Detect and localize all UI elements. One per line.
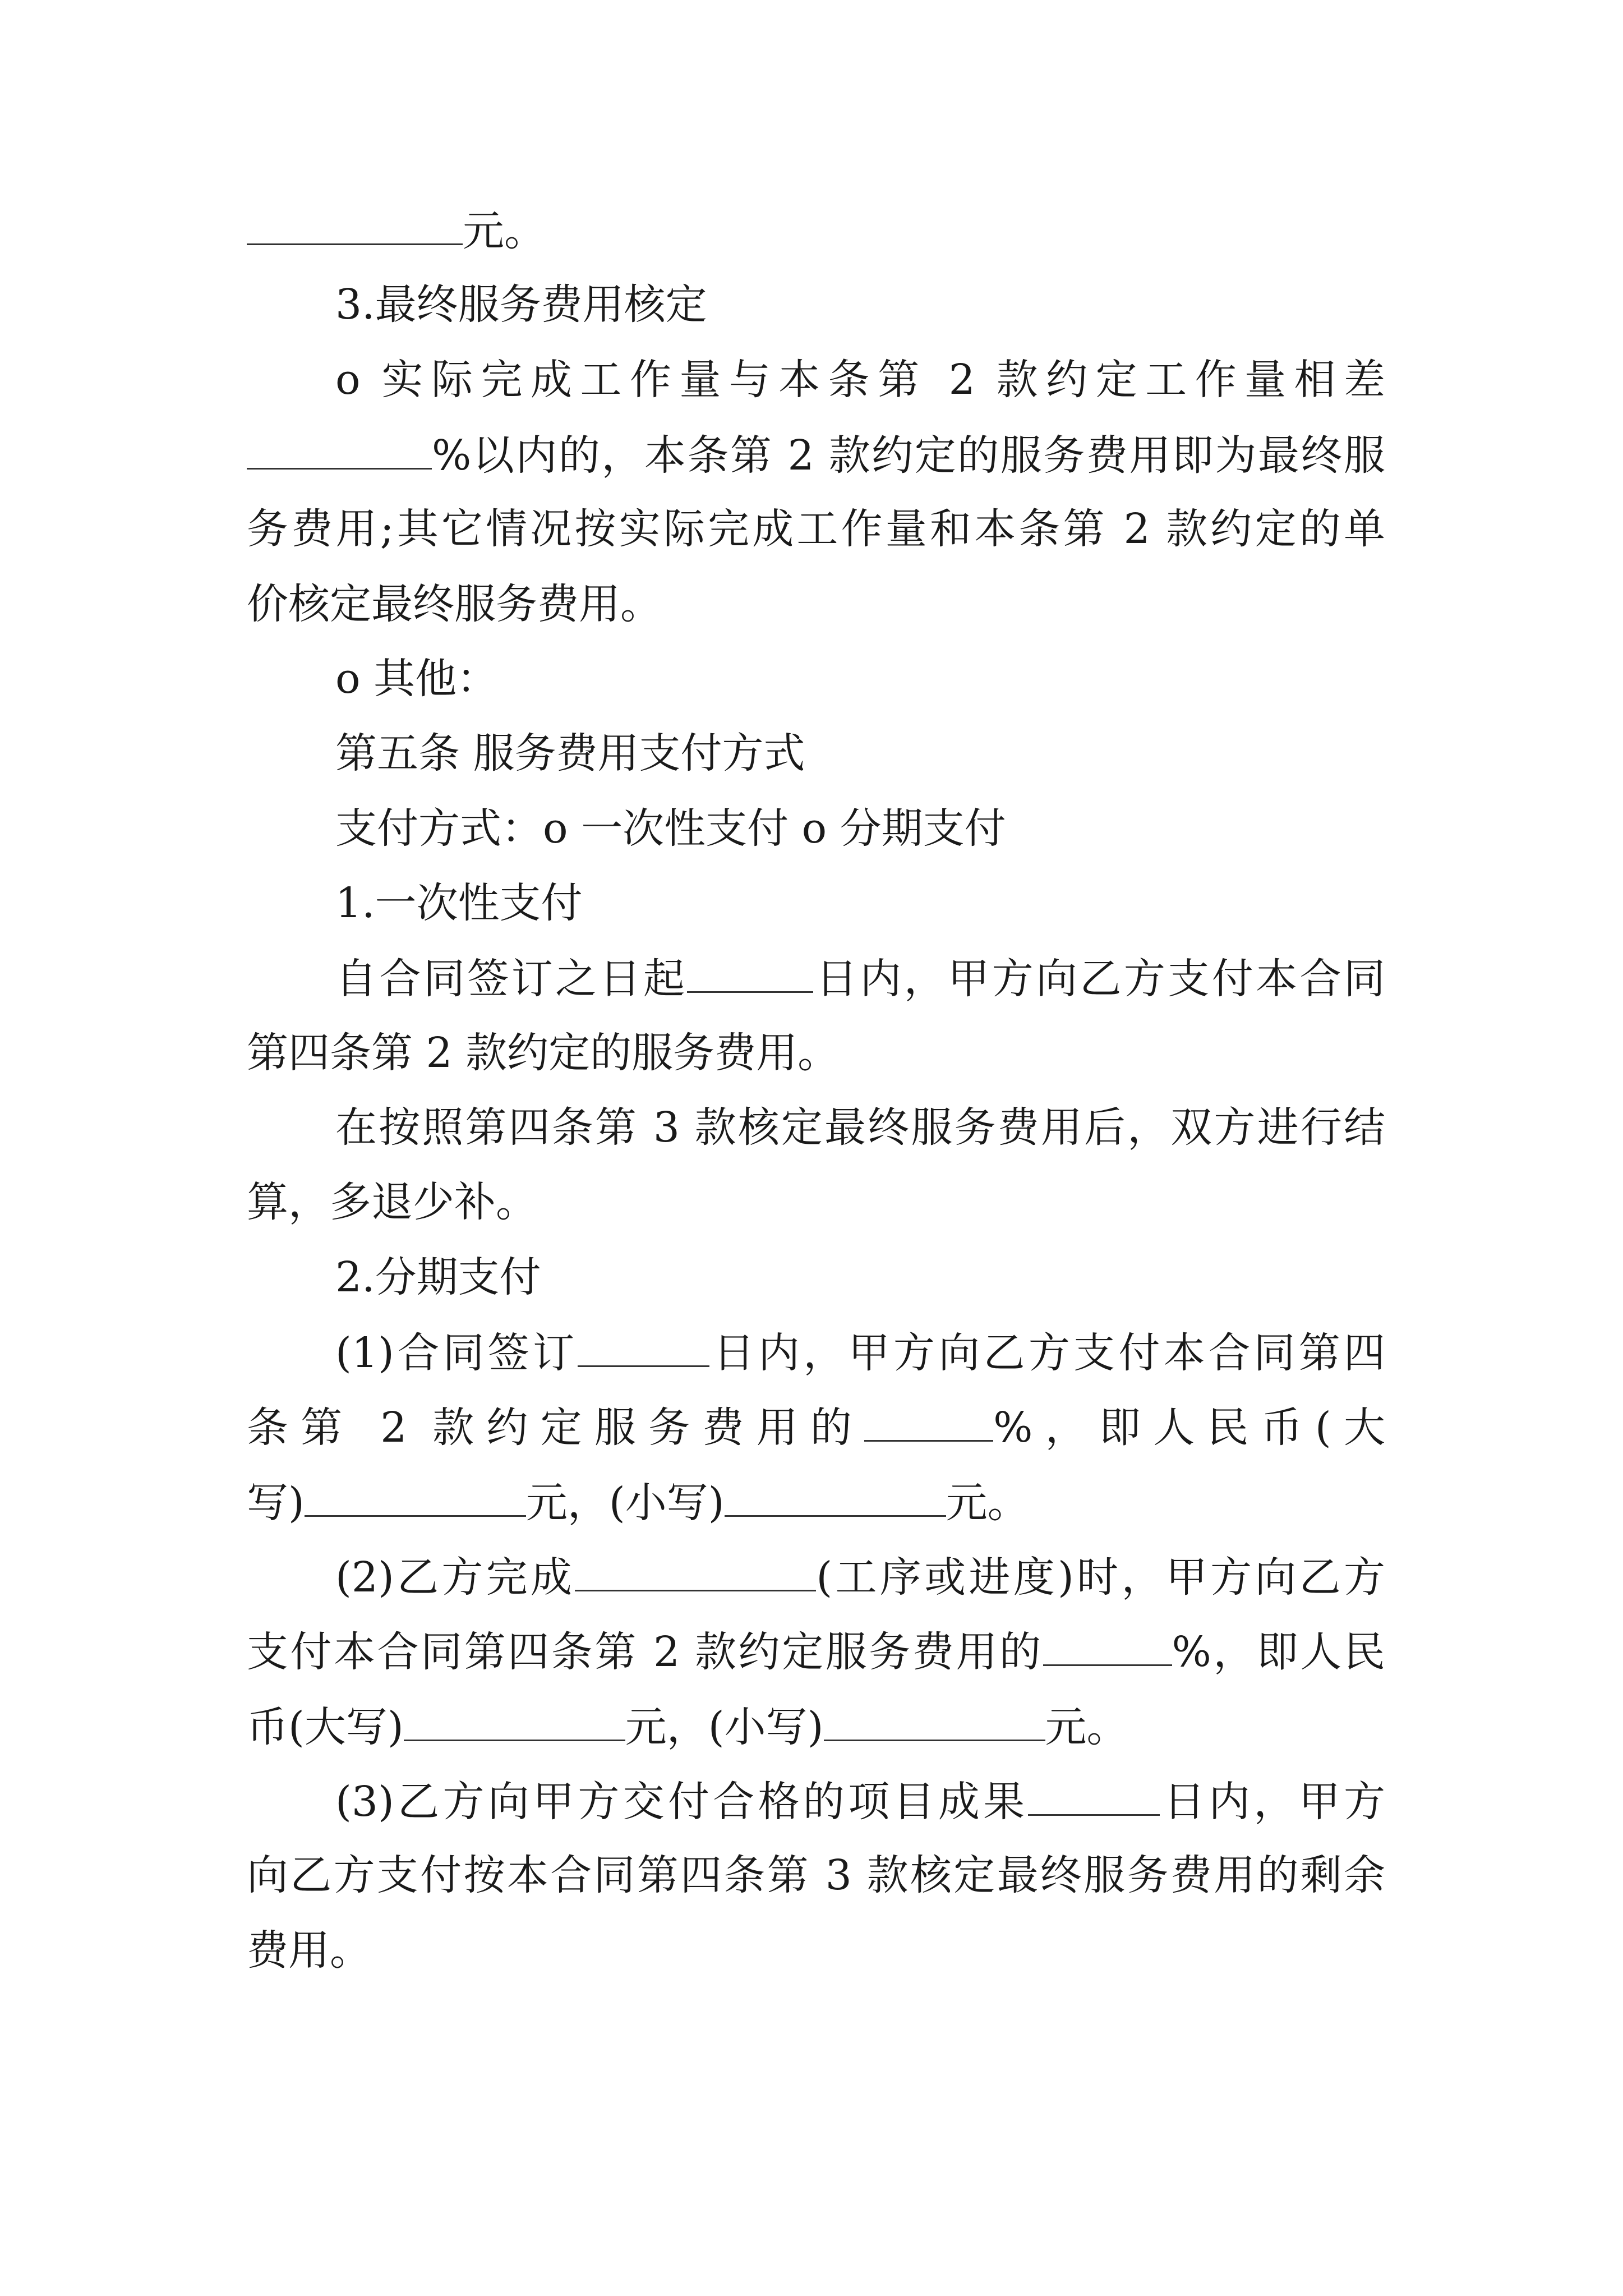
blank-field [247,426,432,470]
clause-heading-final-fee: 3.最终服务费用核定 [335,280,707,329]
line-other-cases: 务费用;其它情况按实际完成工作量和本条第 2 款约定的单 [247,505,1385,553]
text-segment: 元。 [946,1479,1029,1527]
text-segment: 日内，甲方向乙方支付本合同 [813,955,1386,1003]
line-percent-within [247,426,1385,484]
line-installment-2-amount [247,1698,1128,1755]
text-segment: %，即人民 [1172,1628,1385,1676]
blank-field [305,1474,526,1517]
text-segment: 币(大写) [247,1703,404,1751]
text-segment: 支付本合同第四条第 2 款约定服务费用的 [247,1628,1043,1676]
line-fee-end: 费用。 [247,1926,371,1975]
blank-field [1028,1773,1160,1816]
line-installment-1-amount [247,1474,1029,1531]
line-unit-price: 价核定最终服务费用。 [247,580,662,628]
text-segment: 写) [247,1479,305,1527]
text-segment: 日内，甲方 [1160,1778,1385,1826]
text-segment: 日内，甲方向乙方支付本合同第四 [709,1329,1386,1377]
text-segment: (3)乙方向甲方交付合格的项目成果 [335,1778,1029,1826]
line-article-four-fee: 第四条第 2 款约定的服务费用。 [247,1029,840,1077]
blank-field [404,1698,625,1741]
text-segment: 自合同签订之日起 [335,955,688,1003]
line-remaining-fee: 向乙方支付按本合同第四条第 3 款核定最终服务费用的剩余 [247,1851,1385,1899]
blank-field [1043,1623,1172,1666]
blank-field [578,1324,709,1367]
text-segment: %，即人民币(大 [993,1404,1386,1452]
checkbox-line-workload: o 实际完成工作量与本条第 2 款约定工作量相差 [335,356,1385,404]
text-segment: 条第 2 款约定服务费用的 [247,1404,865,1452]
line-installment-2 [335,1548,1385,1605]
text-segment: 元。 [463,207,546,255]
text-segment: 元。 [1045,1703,1128,1751]
blank-field [687,950,813,993]
text-segment: 元，(小写) [625,1703,824,1751]
blank-field [824,1698,1045,1741]
text-segment: (2)乙方完成 [335,1553,575,1602]
line-installment-3 [335,1773,1385,1830]
blank-field [247,202,463,245]
blank-field [575,1548,816,1591]
text-segment: (1)合同签订 [335,1329,578,1377]
line-lump-sum-days [335,950,1385,1007]
clause-heading-installment: 2.分期支付 [335,1253,541,1301]
blank-field [725,1474,946,1517]
text-segment: 元，(小写) [525,1479,725,1527]
checkbox-line-other: o 其他： [335,655,499,703]
line-refund-supplement: 算，多退少补。 [247,1178,537,1226]
article-heading-payment: 第五条 服务费用支付方式 [335,729,805,777]
line-installment-2-percent [247,1623,1385,1680]
clause-heading-lump-sum: 1.一次性支付 [335,879,583,927]
text-segment: %以内的，本条第 2 款约定的服务费用即为最终服 [432,431,1385,480]
line-amount-yuan [247,202,546,259]
line-payment-method: 支付方式：o 一次性支付 o 分期支付 [335,804,1006,853]
line-settlement: 在按照第四条第 3 款核定最终服务费用后，双方进行结 [335,1103,1385,1152]
blank-field [864,1398,993,1442]
line-installment-1 [335,1324,1385,1381]
line-installment-1-percent [247,1398,1385,1456]
text-segment: (工序或进度)时，甲方向乙方 [816,1553,1385,1602]
